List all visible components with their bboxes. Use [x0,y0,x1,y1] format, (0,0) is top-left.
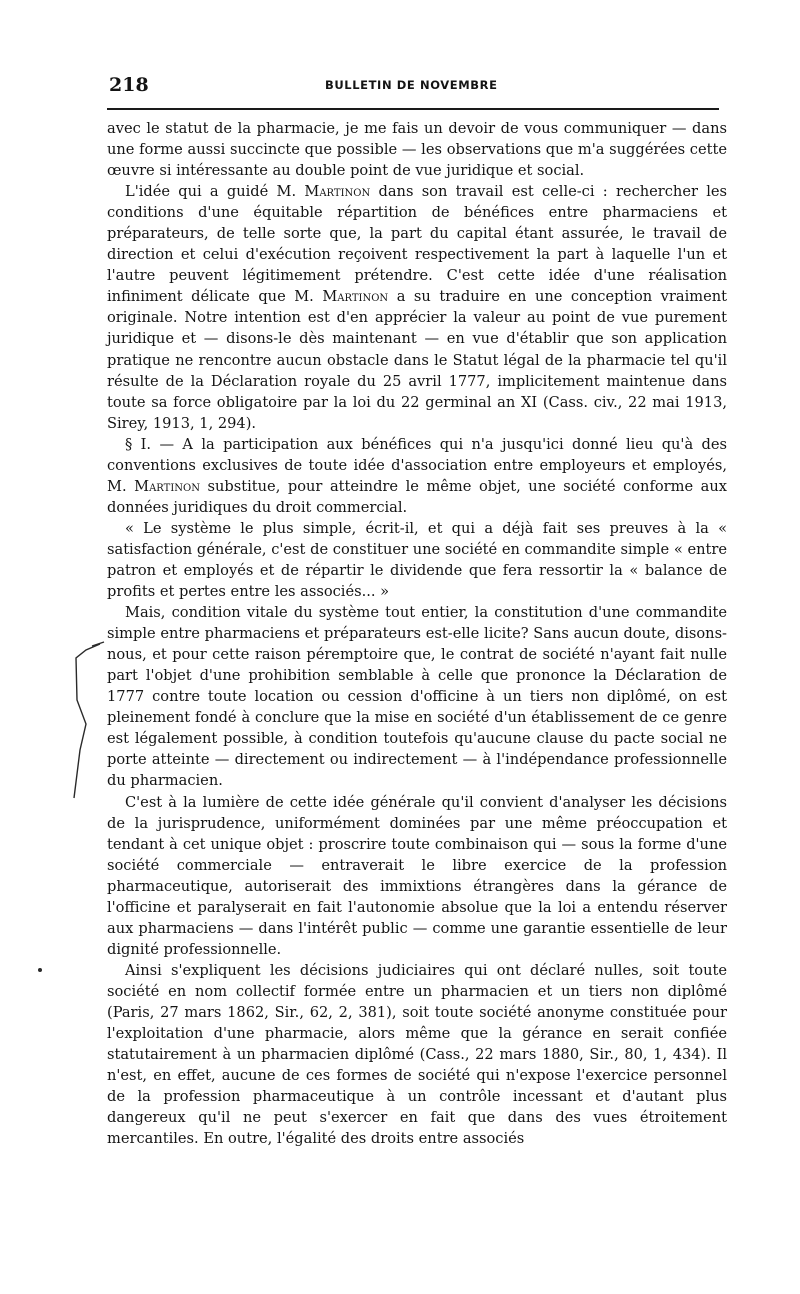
author-name: Martinon [322,288,389,306]
paragraph-p5 [107,602,727,791]
text-run: L'idée qui a guidé M. [125,183,305,201]
author-name: Martinon [304,183,371,201]
margin-bracket-mark [70,640,120,800]
paragraph-p1 [107,118,727,181]
text-run: Mais, condition vitale du système tout entier, la constitution d'une commandite simple entre pharmaciens et préparateurs est-elle licite? Sans aucun doute, disons-nous, et pour cette raison péremptoire que, le contrat de société n'ayant fait nulle part l'objet d'une prohibition semblable à celle que prononce la Déclaration de 1777 contre toute location ou cession d'officine à un tiers non diplômé, on est pleinement fondé à conclure que la mise en société d'un établissement de ce genre est légalement possible, à condition toutefois qu'aucune clause du pacte social ne porte atteinte — directement ou indirectement — à l'indépendance professionnelle du pharmacien. [107,604,727,790]
page-number: 218 [109,74,149,96]
page-header [107,72,719,102]
paragraph-p7 [107,960,727,1149]
text-run: « Le système le plus simple, écrit-il, et qui a déjà fait ses preuves à la « satisfaction générale, c'est de constituer une société en commandite simple « entre patron et employés et de répartir le dividende que fera ressortir la « balance de profits et pertes entre les associés... » [107,519,727,601]
paragraph-p4 [107,518,727,602]
text-run: § I. — A la participation aux bénéfices qui n'a jusqu'ici donné lieu qu'à des conventions exclusives de toute idée d'association entre employeurs et employés, M. [107,435,727,495]
header-rule [107,108,719,110]
text-run: C'est à la lumière de cette idée générale qu'il convient d'analyser les décisions de la jurisprudence, uniformément dominées par une même préoccupation et tendant à cet unique objet : proscrire toute combinaison qui — sous la forme d'une société commerciale — entraverait le libre exercice de la profession pharmaceutique, autoriserait des immixtions étrangères dans la gérance de l'officine et paralyserait en fait l'autonomie absolue que la loi a entendu réserver aux pharmaciens — dans l'intérêt public — comme une garantie essentielle de leur dignité professionnelle. [107,793,727,958]
paragraph-p6 [107,792,727,960]
text-run: dans son travail est celle-ci : rechercher les conditions d'une équitable répartition de bénéfices entre pharmaciens et préparateurs, de telle sorte que, la part du capital étant assurée, le travail de direction et celui d'exécution reçoivent respectivement la part à laquelle l'un et l'autre peuvent légitimement prétendre. C'est cette idée d'une réalisation infiniment délicate que M. [107,183,727,306]
paragraph-p3 [107,434,727,518]
text-run: a su traduire en une conception vraiment originale. Notre intention est d'en apprécier la valeur au point de vue purement juridique et — disons-le dès maintenant — en vue d'établir que son application pratique ne rencontre aucun obstacle dans le Statut légal de la pharmacie tel qu'il résulte de la Déclaration royale du 25 avril 1777, implicitement maintenue dans toute sa force obligatoire par la loi du 22 germinal an XI (Cass. civ., 22 mai 1913, Sirey, 1913, 1, 294). [107,288,728,432]
margin-dot-mark [38,968,42,972]
paragraph-p2 [107,181,727,434]
text-run: Ainsi s'expliquent les décisions judiciaires qui ont déclaré nulles, soit toute société en nom collectif formée entre un pharmacien et un tiers non diplômé (Paris, 27 mars 1862, Sir., 62, 2, 381), soit toute société anonyme constituée pour l'exploitation d'une pharmacie, alors même que la gérance en serait confiée statutairement à un pharmacien diplômé (Cass., 22 mars 1880, Sir., 80, 1, 434). Il n'est, en effet, aucune de ces formes de société qui n'expose l'exercice personnel de la profession pharmaceutique à un contrôle incessant et d'autant plus dangereux qu'il ne peut s'exercer en fait que dans des vues étroitement mercantiles. En outre, l'égalité des droits entre associés [107,961,727,1148]
running-title: BULLETIN DE NOVEMBRE [325,78,498,92]
author-name: Martinon [134,477,200,495]
body-text [107,118,727,1149]
text-run: substitue, pour atteindre le même objet, une société conforme aux données juridiques du droit commercial. [107,477,727,516]
text-run: avec le statut de la pharmacie, je me fais un devoir de vous communiquer — dans une forme aussi succincte que possible — les observations que m'a suggérées cette œuvre si intéressante au double point de vue juridique et social. [107,120,727,180]
